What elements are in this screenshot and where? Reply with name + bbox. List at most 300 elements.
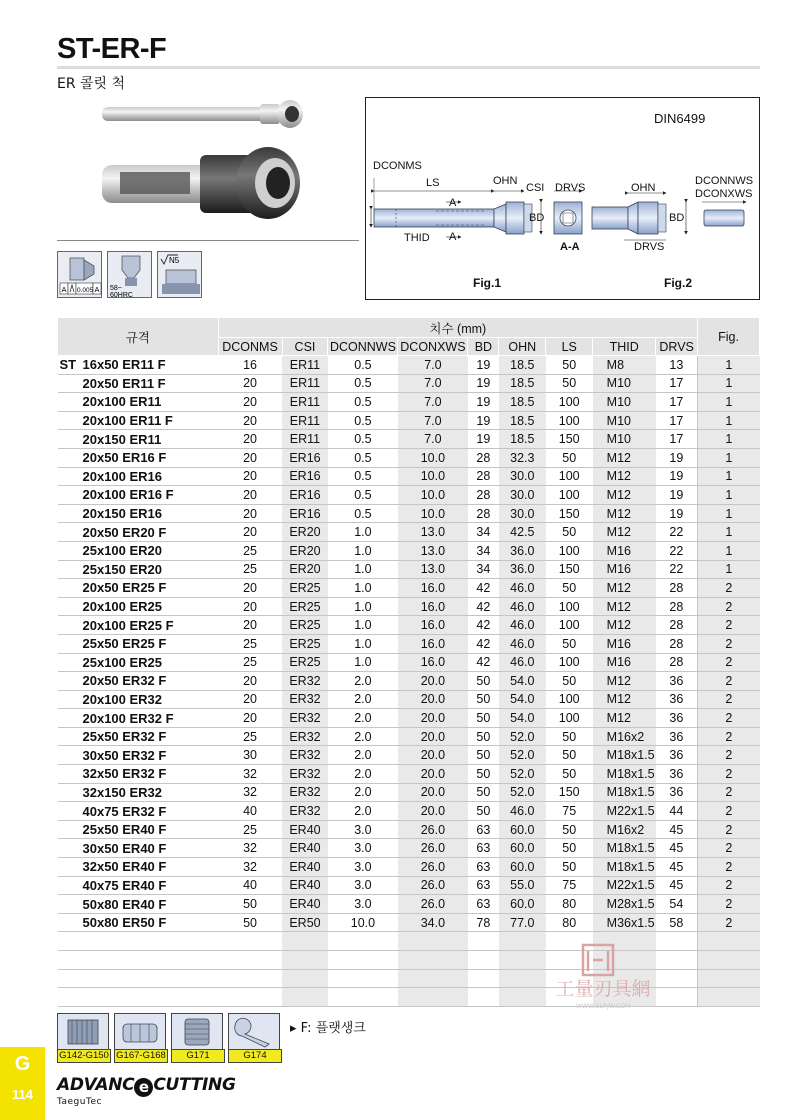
spec-code-text: 20x50 ER20 F — [82, 524, 167, 540]
spec-code — [58, 411, 219, 430]
table-cell: 63 — [468, 820, 499, 839]
spec-code — [58, 746, 219, 765]
table-cell: 50 — [468, 672, 499, 691]
table-cell: ER32 — [282, 672, 328, 691]
table-cell: 0.5 — [328, 356, 398, 375]
table-cell: 26.0 — [398, 876, 468, 895]
table-cell: 1 — [698, 486, 760, 505]
table-cell: ER20 — [282, 523, 328, 542]
empty-cell — [468, 932, 499, 951]
spec-code-text: 32x150 ER32 — [82, 784, 163, 800]
tolerance-value: 0.005 — [77, 287, 94, 294]
table-cell: ER40 — [282, 820, 328, 839]
table-cell: 20 — [218, 467, 282, 486]
table-cell: 20 — [218, 597, 282, 616]
table-cell: 20 — [218, 523, 282, 542]
table-cell: 16.0 — [398, 616, 468, 635]
table-cell: M12 — [593, 672, 656, 691]
table-cell: 52.0 — [499, 783, 546, 802]
table-row — [58, 727, 760, 746]
table-cell: 40 — [218, 802, 282, 821]
table-cell: M12 — [593, 523, 656, 542]
empty-cell — [698, 932, 760, 951]
spec-code-text: 25x150 ER20 — [82, 561, 163, 577]
table-cell: 25 — [218, 560, 282, 579]
table-cell: 75 — [546, 802, 593, 821]
table-cell: 19 — [656, 467, 698, 486]
table-cell: M18x1.5 — [593, 839, 656, 858]
table-cell: 77.0 — [499, 913, 546, 932]
spec-code — [58, 579, 219, 598]
empty-cell — [398, 969, 468, 988]
spec-code-text: 25x100 ER20 — [82, 543, 163, 559]
table-cell: 19 — [468, 430, 499, 449]
table-cell: 63 — [468, 858, 499, 877]
company-name: TaeguTec — [57, 1097, 102, 1107]
table-cell: 50 — [468, 746, 499, 765]
table-cell: 50 — [546, 858, 593, 877]
table-cell: 50 — [546, 523, 593, 542]
dim-dconms: DCONMS — [373, 160, 422, 172]
dim-section-a-top: A — [449, 197, 457, 209]
table-cell: 1.0 — [328, 579, 398, 598]
table-cell: 30.0 — [499, 467, 546, 486]
table-row — [58, 690, 760, 709]
ref-label-1: G142-G150 — [57, 1049, 111, 1063]
spec-code-text: 25x100 ER25 — [82, 654, 163, 670]
table-cell: 20.0 — [398, 783, 468, 802]
table-row — [58, 504, 760, 523]
table-cell: 52.0 — [499, 727, 546, 746]
table-cell: 28 — [656, 616, 698, 635]
table-cell: M10 — [593, 411, 656, 430]
spec-code — [58, 523, 219, 542]
table-cell: 42 — [468, 616, 499, 635]
table-cell: 34 — [468, 541, 499, 560]
table-cell: 28 — [656, 579, 698, 598]
table-cell: 2.0 — [328, 802, 398, 821]
table-cell: 1.0 — [328, 634, 398, 653]
table-cell: 25 — [218, 727, 282, 746]
table-cell: 46.0 — [499, 579, 546, 598]
din-standard: DIN6499 — [654, 111, 706, 126]
spec-code-text: 32x50 ER40 F — [82, 859, 167, 875]
table-cell: 0.5 — [328, 504, 398, 523]
table-cell: ER16 — [282, 467, 328, 486]
header-spec: 규격 — [58, 318, 219, 356]
table-cell: 3.0 — [328, 858, 398, 877]
col-header: OHN — [499, 338, 546, 356]
table-cell: 16 — [218, 356, 282, 375]
brand-right: CUTTING — [153, 1075, 236, 1095]
spec-code — [58, 356, 219, 375]
table-cell: 3.0 — [328, 820, 398, 839]
table-cell: 36 — [656, 765, 698, 784]
table-cell: 0.5 — [328, 486, 398, 505]
table-cell: 7.0 — [398, 430, 468, 449]
table-cell: 2.0 — [328, 783, 398, 802]
table-cell: 3.0 — [328, 876, 398, 895]
spec-code — [58, 486, 219, 505]
table-cell: 2 — [698, 616, 760, 635]
table-cell: 2 — [698, 746, 760, 765]
table-cell: 75 — [546, 876, 593, 895]
table-cell: 78 — [468, 913, 499, 932]
spec-code — [58, 858, 219, 877]
table-cell: 30 — [218, 746, 282, 765]
table-cell: 2.0 — [328, 765, 398, 784]
table-cell: M22x1.5 — [593, 876, 656, 895]
empty-cell — [468, 988, 499, 1007]
table-cell: ER11 — [282, 430, 328, 449]
table-cell: 36 — [656, 672, 698, 691]
table-cell: 20 — [218, 393, 282, 412]
table-cell: 1 — [698, 448, 760, 467]
table-row — [58, 374, 760, 393]
spec-code-text: 20x50 ER32 F — [82, 673, 167, 689]
table-cell: 20.0 — [398, 746, 468, 765]
table-cell: 1 — [698, 430, 760, 449]
table-cell: 80 — [546, 895, 593, 914]
dim-ohn-2: OHN — [631, 182, 656, 194]
table-cell: 2.0 — [328, 727, 398, 746]
table-cell: 20 — [218, 579, 282, 598]
table-cell: 19 — [468, 411, 499, 430]
table-cell: ER11 — [282, 356, 328, 375]
table-cell: 60.0 — [499, 839, 546, 858]
table-cell: 46.0 — [499, 802, 546, 821]
fig2-label: Fig.2 — [664, 276, 693, 290]
table-cell: 2 — [698, 765, 760, 784]
table-cell: 19 — [468, 374, 499, 393]
table-cell: M10 — [593, 374, 656, 393]
table-cell: 45 — [656, 876, 698, 895]
table-cell: 2 — [698, 839, 760, 858]
table-cell: ER32 — [282, 783, 328, 802]
spec-code-text: 20x100 ER32 F — [82, 710, 174, 726]
table-cell: 0.5 — [328, 467, 398, 486]
spec-code-text: 20x100 ER25 — [82, 599, 163, 615]
table-cell: 0.5 — [328, 393, 398, 412]
spec-code — [58, 448, 219, 467]
table-cell: 2.0 — [328, 672, 398, 691]
table-cell: 100 — [546, 616, 593, 635]
table-cell: M18x1.5 — [593, 746, 656, 765]
table-cell: 2 — [698, 653, 760, 672]
table-cell: 50 — [468, 783, 499, 802]
dim-drvs-2: DRVS — [634, 241, 665, 253]
table-cell: 50 — [546, 672, 593, 691]
table-cell: 100 — [546, 467, 593, 486]
table-cell: 19 — [656, 504, 698, 523]
ref-collet-page[interactable] — [57, 1013, 109, 1063]
spec-code-text: 20x50 ER16 F — [82, 450, 167, 466]
table-cell: 18.5 — [499, 393, 546, 412]
table-cell: 20.0 — [398, 672, 468, 691]
table-cell: 30.0 — [499, 504, 546, 523]
table-cell: 50 — [468, 709, 499, 728]
table-cell: 2 — [698, 709, 760, 728]
empty-cell — [282, 951, 328, 970]
table-cell: 10.0 — [398, 486, 468, 505]
table-cell: 60.0 — [499, 820, 546, 839]
col-header: BD — [468, 338, 499, 356]
table-cell: 13.0 — [398, 541, 468, 560]
spec-code-text: 20x100 ER16 — [82, 468, 163, 484]
table-cell: 50 — [546, 746, 593, 765]
table-cell: 0.5 — [328, 374, 398, 393]
spec-code-text: 25x50 ER32 F — [82, 729, 167, 745]
empty-cell — [328, 988, 398, 1007]
table-row — [58, 523, 760, 542]
fig1-label: Fig.1 — [473, 276, 502, 290]
table-row — [58, 783, 760, 802]
table-cell: 46.0 — [499, 653, 546, 672]
empty-cell — [282, 988, 328, 1007]
table-cell: 25 — [218, 634, 282, 653]
table-cell: 50 — [468, 802, 499, 821]
table-cell: 2 — [698, 895, 760, 914]
table-cell: 1 — [698, 560, 760, 579]
table-cell: ER50 — [282, 913, 328, 932]
dim-drvs-1: DRVS — [555, 182, 586, 194]
table-cell: ER25 — [282, 579, 328, 598]
table-row — [58, 486, 760, 505]
dim-bd-2: BD — [669, 212, 685, 224]
table-cell: ER11 — [282, 393, 328, 412]
dim-dconxws: DCONXWS — [695, 188, 753, 200]
spec-code-text: 25x50 ER25 F — [82, 636, 167, 652]
table-cell: 50 — [546, 356, 593, 375]
roughness-grade: N5 — [169, 256, 180, 265]
table-cell: 19 — [656, 486, 698, 505]
spec-code — [58, 876, 219, 895]
table-cell: 100 — [546, 393, 593, 412]
table-cell: 50 — [546, 727, 593, 746]
table-cell: 1.0 — [328, 597, 398, 616]
table-cell: 50 — [546, 579, 593, 598]
table-cell: 20.0 — [398, 802, 468, 821]
table-cell: 1.0 — [328, 560, 398, 579]
col-header: DCONMS — [218, 338, 282, 356]
table-cell: 32 — [218, 858, 282, 877]
table-cell: 2 — [698, 597, 760, 616]
table-row — [58, 467, 760, 486]
spec-code-text: 40x75 ER32 F — [82, 803, 167, 819]
section-label: A-A — [560, 241, 580, 253]
table-cell: 58 — [656, 913, 698, 932]
empty-cell — [698, 988, 760, 1007]
table-cell: 20.0 — [398, 727, 468, 746]
ref-label-2: G167-G168 — [114, 1049, 168, 1063]
table-cell: 52.0 — [499, 765, 546, 784]
col-header: CSI — [282, 338, 328, 356]
table-cell: 42 — [468, 653, 499, 672]
table-cell: 46.0 — [499, 616, 546, 635]
wrench-icon — [229, 1014, 279, 1050]
empty-cell — [468, 951, 499, 970]
empty-cell — [218, 932, 282, 951]
spec-table-body — [58, 356, 760, 1007]
surface-roughness-icon — [157, 251, 202, 298]
table-cell: 2 — [698, 672, 760, 691]
table-cell: 20 — [218, 504, 282, 523]
spec-code — [58, 393, 219, 412]
table-cell: 20 — [218, 690, 282, 709]
table-cell: 20 — [218, 616, 282, 635]
col-header: LS — [546, 338, 593, 356]
spec-code-text: 25x50 ER40 F — [82, 822, 167, 838]
spec-code — [58, 709, 219, 728]
watermark-text: 工量刃具網 — [555, 978, 651, 1000]
ref-label-4: G174 — [228, 1049, 282, 1063]
table-row — [58, 653, 760, 672]
empty-cell — [328, 969, 398, 988]
table-cell: 150 — [546, 430, 593, 449]
table-cell: M12 — [593, 597, 656, 616]
table-cell: 25 — [218, 653, 282, 672]
table-cell: M36x1.5 — [593, 913, 656, 932]
table-cell: ER40 — [282, 895, 328, 914]
table-cell: 0.5 — [328, 430, 398, 449]
table-cell: 1.0 — [328, 653, 398, 672]
table-cell: 32 — [218, 783, 282, 802]
table-cell: M22x1.5 — [593, 802, 656, 821]
table-cell: ER32 — [282, 746, 328, 765]
spec-code — [58, 820, 219, 839]
table-cell: 36 — [656, 783, 698, 802]
table-cell: 1 — [698, 411, 760, 430]
table-cell: 100 — [546, 411, 593, 430]
table-cell: M18x1.5 — [593, 765, 656, 784]
brand-logo — [57, 1075, 236, 1097]
table-cell: 2 — [698, 913, 760, 932]
table-cell: 2.0 — [328, 746, 398, 765]
table-cell: M16 — [593, 634, 656, 653]
dim-section-a-bottom: A — [449, 231, 457, 243]
table-cell: ER32 — [282, 690, 328, 709]
table-cell: 13 — [656, 356, 698, 375]
empty-cell — [58, 988, 219, 1007]
table-cell: ER20 — [282, 541, 328, 560]
spec-code-text: 20x150 ER16 — [82, 506, 163, 522]
table-cell: ER32 — [282, 802, 328, 821]
table-cell: 100 — [546, 653, 593, 672]
spec-code-text: 50x80 ER50 F — [82, 915, 167, 931]
spec-code-text: 32x50 ER32 F — [82, 766, 167, 782]
table-cell: 150 — [546, 560, 593, 579]
table-cell: 54 — [656, 895, 698, 914]
table-cell: 2.0 — [328, 709, 398, 728]
table-cell: 50 — [546, 765, 593, 784]
table-cell: M12 — [593, 579, 656, 598]
table-row — [58, 802, 760, 821]
table-row — [58, 746, 760, 765]
product-photo — [100, 95, 320, 225]
table-cell: 34 — [468, 523, 499, 542]
brand-left: ADVANC — [57, 1075, 135, 1095]
table-cell: 1 — [698, 523, 760, 542]
table-cell: 7.0 — [398, 356, 468, 375]
col-header: DCONXWS — [398, 338, 468, 356]
table-cell: M12 — [593, 486, 656, 505]
empty-cell — [282, 932, 328, 951]
table-row — [58, 913, 760, 932]
spec-code — [58, 727, 219, 746]
table-cell: 46.0 — [499, 597, 546, 616]
spec-code — [58, 690, 219, 709]
table-row — [58, 541, 760, 560]
header-dims: 치수 (mm) — [218, 318, 698, 338]
table-cell: M12 — [593, 448, 656, 467]
table-cell: 50 — [468, 690, 499, 709]
ref-sealing-collet-page[interactable] — [114, 1013, 166, 1063]
table-cell: ER32 — [282, 765, 328, 784]
spec-code — [58, 467, 219, 486]
table-cell: 36 — [656, 690, 698, 709]
spec-code — [58, 765, 219, 784]
section-letter: G — [14, 1053, 31, 1075]
svg-text:60HRC: 60HRC — [110, 292, 133, 299]
table-cell: 80 — [546, 913, 593, 932]
table-cell: 19 — [468, 393, 499, 412]
ref-wrench-page[interactable] — [228, 1013, 280, 1063]
table-cell: 28 — [468, 448, 499, 467]
photo-divider — [57, 240, 359, 241]
table-cell: ER25 — [282, 634, 328, 653]
table-cell: 50 — [218, 913, 282, 932]
table-cell: 1.0 — [328, 523, 398, 542]
table-cell: 20 — [218, 411, 282, 430]
table-cell: 7.0 — [398, 411, 468, 430]
table-cell: 54.0 — [499, 709, 546, 728]
table-cell: 22 — [656, 541, 698, 560]
table-cell: 45 — [656, 820, 698, 839]
table-row — [58, 765, 760, 784]
table-cell: 28 — [656, 634, 698, 653]
table-cell: 26.0 — [398, 820, 468, 839]
empty-cell — [698, 969, 760, 988]
spec-table — [57, 317, 760, 1007]
table-cell: ER25 — [282, 616, 328, 635]
table-cell: 40 — [218, 876, 282, 895]
table-row — [58, 858, 760, 877]
table-cell: 20 — [218, 486, 282, 505]
table-cell: 28 — [468, 504, 499, 523]
spec-code-text: 20x100 ER11 F — [82, 413, 173, 429]
table-cell: ER20 — [282, 560, 328, 579]
ref-nut-page[interactable] — [171, 1013, 223, 1063]
spec-code-text: 30x50 ER40 F — [82, 840, 167, 856]
brand-e-icon: e — [134, 1078, 153, 1097]
table-cell: 2 — [698, 634, 760, 653]
spec-code — [58, 374, 219, 393]
table-cell: 36.0 — [499, 560, 546, 579]
table-cell: 2 — [698, 802, 760, 821]
collet-icon — [58, 1014, 108, 1050]
table-cell: 50 — [546, 820, 593, 839]
table-cell: 19 — [656, 448, 698, 467]
spec-code-text: 20x100 ER11 — [82, 394, 162, 410]
table-row — [58, 839, 760, 858]
table-cell: 45 — [656, 839, 698, 858]
table-cell: ER16 — [282, 504, 328, 523]
table-cell: 55.0 — [499, 876, 546, 895]
spec-code — [58, 895, 219, 914]
table-cell: 26.0 — [398, 895, 468, 914]
table-cell: 7.0 — [398, 374, 468, 393]
table-cell: 50 — [546, 374, 593, 393]
